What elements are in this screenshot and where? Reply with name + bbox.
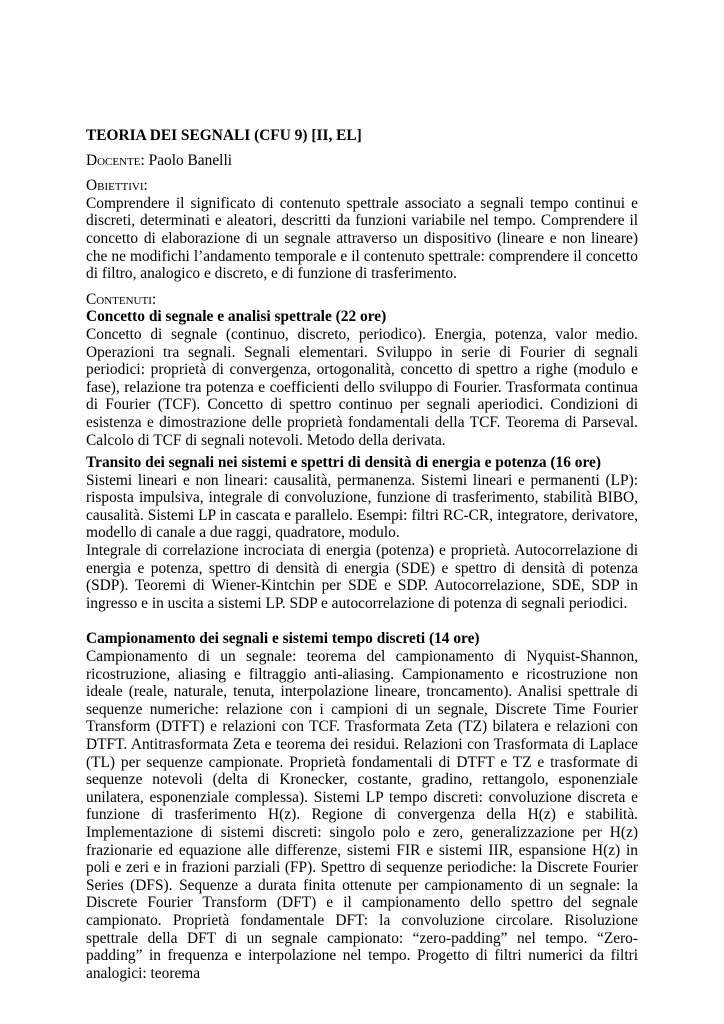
section-heading-2: Transito dei segnali nei sistemi e spettri di densità di energia e potenza (16 ore) bbox=[86, 454, 601, 472]
contenuti-label: Contenuti: bbox=[86, 290, 157, 308]
course-title: TEORIA DEI SEGNALI (CFU 9) [II, EL] bbox=[86, 127, 362, 144]
section-3-paragraph-1: Campionamento di un segnale: teorema del campionamento di Nyquist-Shannon, ricostruzione, aliasing e filtraggio anti-aliasing. Campionamento e ricostruzione non ideale (reale, naturale, tenuta, interpolazione lineare, troncamento). Analisi spettrale di sequenze numeriche: relazione con i campioni di un segnale, Discrete Time Fourier Transform (DTFT) e relazioni con TCF. Trasformata Zeta (TZ) bilatera e relazioni con DTFT. Antitrasformata Zeta e teorema dei residui. Relazioni con Trasformata di Laplace (TL) per sequenze campionate. Proprietà fondamentali di DTFT e TZ e trasformate di sequenze notevoli (delta di Kronecker, costante, gradino, rettangolo, esponenziale unilatera, esponenziale complessa). Sistemi LP tempo discreti: convoluzione discreta e funzione di trasferimento H(z). Regione di convergenza della H(z) e stabilità. Implementazione di sistemi discreti: singolo polo e zero, generalizzazione per H(z) frazionarie ed equazione alle differenze, sistemi FIR e sistemi IIR, espansione H(z) in poli e zeri e in frazioni parziali (FP). Spettro di sequenze periodiche: la Discrete Fourier Series (DFS). Sequenze a durata finita ottenute per campionamento di un segnale: la Discrete Fourier Transform (DFT) e il campionamento dello spettro del segnale campionato. Proprietà fondamentale DFT: la convoluzione circolare. Risoluzione spettrale della DFT di un segnale campionato: “zero-padding” nel tempo. “Zero-padding” in frequenza e interpolazione nel tempo. Progetto di filtri numerici da filtri analogici: teorema bbox=[86, 648, 638, 982]
section-heading-3: Campionamento dei segnali e sistemi tempo discreti (14 ore) bbox=[86, 630, 480, 648]
section-heading-1: Concetto di segnale e analisi spettrale (22 ore) bbox=[86, 308, 387, 326]
docente-line bbox=[86, 152, 638, 170]
section-2-paragraph-2: Integrale di correlazione incrociata di energia (potenza) e proprietà. Autocorrelazione di energia e potenza, spettro di densità di energia (SDE) e spettro di densità di potenza (SDP). Teoremi di Wiener-Kintchin per SDE e SDP. Autocorrelazione, SDE, SDP in ingresso e in uscita a sistemi LP. SDP e autocorrelazione di potenza di segnali periodici. bbox=[86, 542, 638, 612]
document-page bbox=[86, 127, 638, 982]
obiettivi-text: Comprendere il significato di contenuto spettrale associato a segnali tempo continui e discreti, determinati e aleatori, descritti da funzioni variabile nel tempo. Comprendere il concetto di elaborazione di un segnale attraverso un dispositivo (lineare e non lineare) che ne modifichi l’andamento temporale e il contenuto spettrale: comprendere il concetto di filtro, analogico e discreto, e di funzione di trasferimento. bbox=[86, 194, 638, 283]
section-2-paragraph-1: Sistemi lineari e non lineari: causalità, permanenza. Sistemi lineari e permanenti (LP): risposta impulsiva, integrale di convoluzione, funzione di trasferimento, stabilità BIBO, causalità. Sistemi LP in cascata e parallelo. Esempi: filtri RC-CR, integratore, derivatore, modello di canale a due raggi, quadratore, modulo. bbox=[86, 471, 638, 542]
section-1-paragraph-1: Concetto di segnale (continuo, discreto, periodico). Energia, potenza, valor medio. Operazioni tra segnali. Segnali elementari. Sviluppo in serie di Fourier di segnali periodici: proprietà di convergenza, ortogonalità, concetto di spettro a righe (modulo e fase), relazione tra potenza e coefficienti dello sviluppo di Fourier. Trasformata continua di Fourier (TCF). Concetto di spettro continuo per segnali aperiodici. Condizioni di esistenza e dimostrazione delle proprietà fondamentali della TCF. Teorema di Parseval. Calcolo di TCF di segnali notevoli. Metodo della derivata. bbox=[86, 325, 638, 449]
obiettivi-label: Obiettivi: bbox=[86, 177, 148, 195]
docente-label: Docente: bbox=[86, 151, 145, 169]
docente-name: Paolo Banelli bbox=[148, 151, 232, 169]
